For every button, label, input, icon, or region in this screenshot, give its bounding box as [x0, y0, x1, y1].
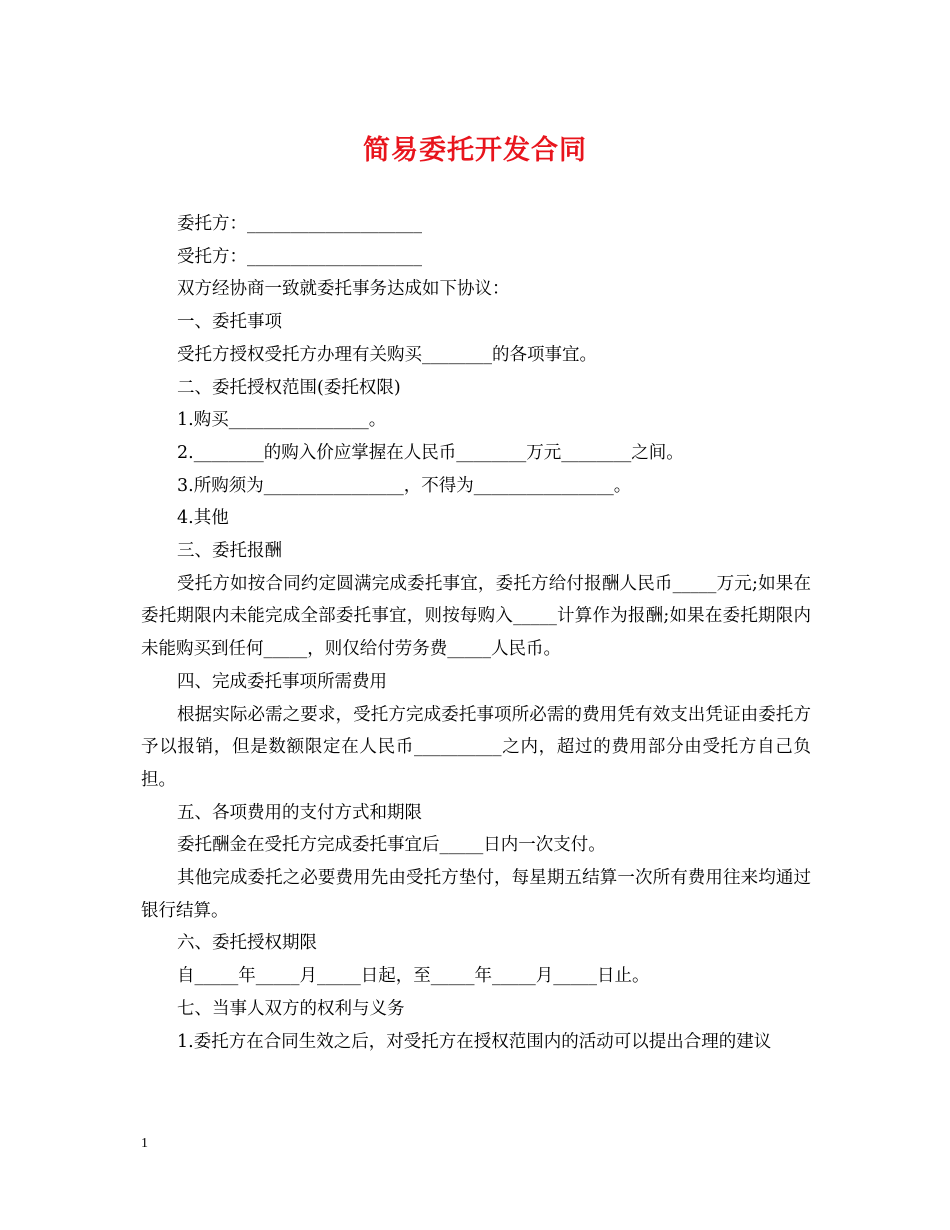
section-heading: 七、当事人双方的权利与义务 [177, 998, 405, 1019]
list-item: 4.其他 [177, 508, 229, 529]
section-heading: 二、委托授权范围(委托权限) [177, 377, 401, 398]
paragraph: 委托酬金在受托方完成委托事宜后_____日内一次支付。 [177, 835, 606, 856]
section-heading: 四、完成委托事项所需费用 [177, 671, 387, 692]
paragraph: 自_____年_____月_____日起，至_____年_____月_____日止。 [177, 966, 650, 987]
list-item: 1.委托方在合同生效之后，对受托方在授权范围内的活动可以提出合理的建议 [177, 1031, 772, 1052]
paragraph: 根据实际必需之要求，受托方完成委托事项所必需的费用凭有效支出凭证由委托方予以报销，但是数额限定在人民币__________之内，超过的费用部分由受托方自己负担。 [141, 704, 811, 790]
section-heading: 三、委托报酬 [177, 541, 282, 562]
paragraph: 受托方授权受托方办理有关购买________的各项事宜。 [177, 344, 597, 365]
document-title: 简易委托开发合同 [363, 135, 587, 166]
document-body [141, 208, 811, 1058]
paragraph: 受托方如按合同约定圆满完成委托事宜，委托方给付报酬人民币_____万元;如果在委托期限内未能完成全部委托事宜，则按每购入_____计算作为报酬;如果在委托期限内未能购买到任何_____，则仅给付劳务费_____人民币。 [141, 573, 811, 660]
list-item: 1.购买________________。 [177, 410, 387, 431]
paragraph: 委托方：____________________ [177, 214, 422, 234]
paragraph: 受托方：____________________ [177, 246, 422, 267]
page-number: 1 [141, 1136, 148, 1151]
section-heading: 五、各项费用的支付方式和期限 [177, 802, 422, 823]
list-item: 3.所购须为________________，不得为________________。 [177, 475, 632, 496]
section-heading: 六、委托授权期限 [177, 933, 317, 954]
paragraph: 双方经协商一致就委托事务达成如下协议： [177, 279, 510, 300]
paragraph: 其他完成委托之必要费用先由受托方垫付，每星期五结算一次所有费用往来均通过银行结算。 [141, 868, 811, 921]
list-item: 2.________的购入价应掌握在人民币________万元________之间。 [177, 442, 684, 463]
section-heading: 一、委托事项 [177, 312, 282, 333]
